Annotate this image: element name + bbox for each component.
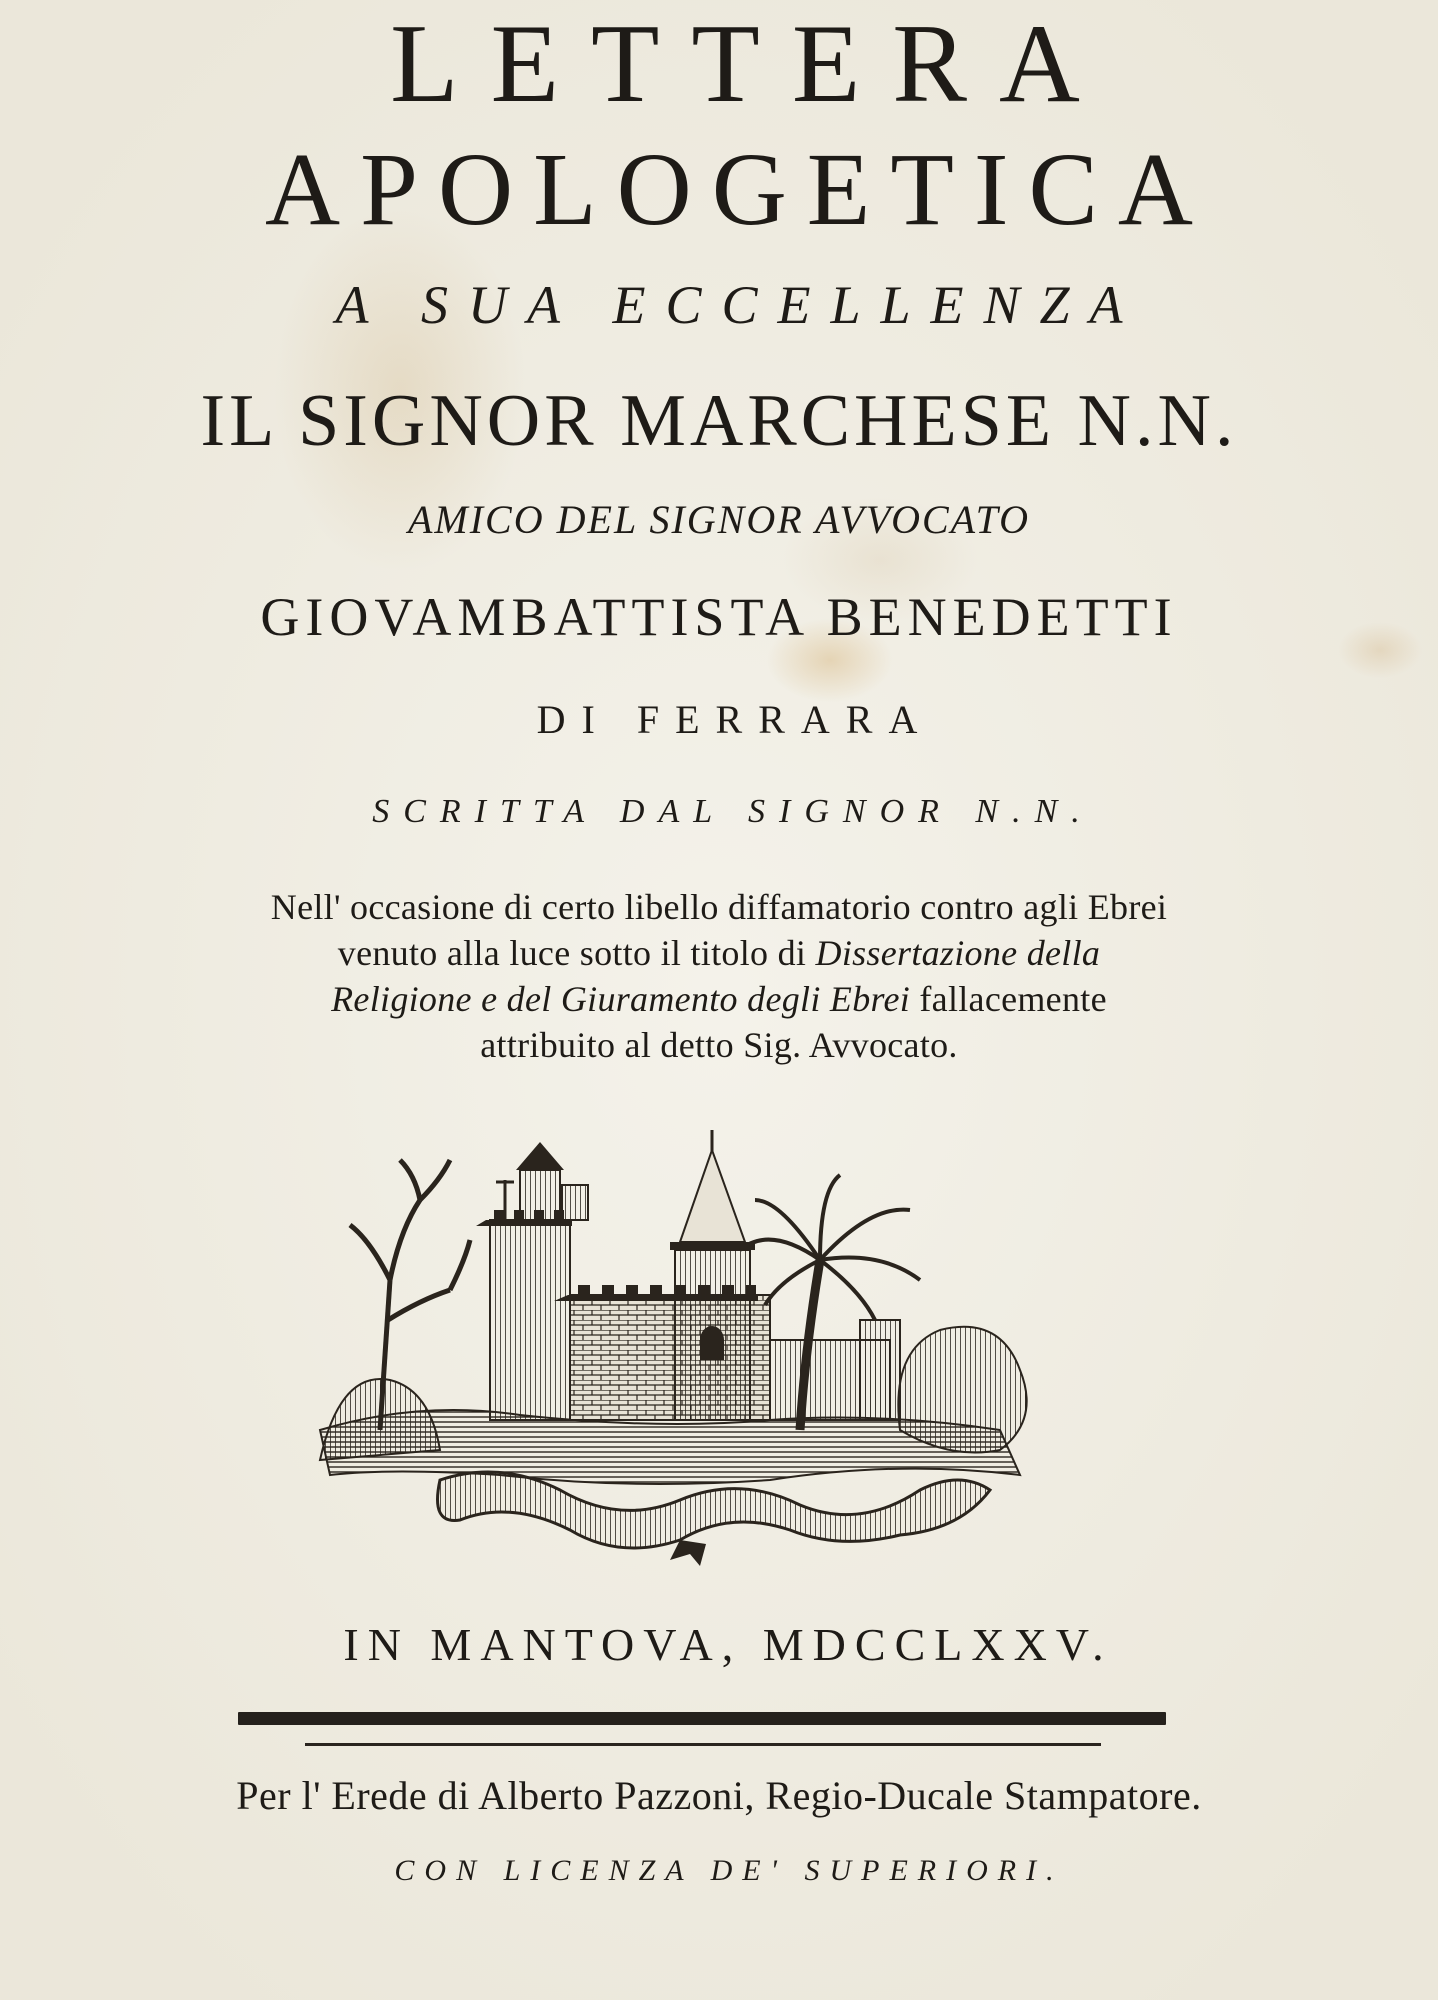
title-line-lettera: LETTERA — [390, 2, 1112, 126]
place-date-line: IN MANTOVA, MDCCLXXV. — [343, 1619, 1113, 1670]
lawyer-name-line: GIOVAMBATTISTA BENEDETTI — [260, 587, 1178, 647]
description-line-2-roman: venuto alla luce sotto il titolo di — [337, 933, 816, 973]
relation-line: AMICO DEL SIGNOR AVVOCATO — [407, 497, 1030, 542]
description-line-2 — [0, 930, 1438, 976]
castle-woodcut-vignette — [300, 1130, 1060, 1570]
printer-line: Per l' Erede di Alberto Pazzoni, Regio-Ducale Stampatore. — [236, 1773, 1202, 1818]
description-line-4: attribuito al detto Sig. Avvocato. — [480, 1025, 958, 1065]
author-line: SCRITTA DAL SIGNOR N.N. — [372, 793, 1094, 830]
description-line-1: Nell' occasione di certo libello diffamatorio contro agli Ebrei — [270, 887, 1168, 927]
city-line: DI FERRARA — [536, 697, 934, 742]
description-line-3-roman: fallacemente — [910, 979, 1107, 1019]
description-line-3-italic: Religione e del Giuramento degli Ebrei — [331, 979, 911, 1019]
title-line-apologetica: APOLOGETICA — [265, 132, 1213, 247]
thick-rule-divider — [238, 1712, 1166, 1725]
addressee-line: IL SIGNOR MARCHESE N.N. — [200, 380, 1238, 462]
thin-rule-divider — [305, 1743, 1101, 1746]
description-line-3 — [0, 976, 1438, 1022]
dedication-line: A SUA ECCELLENZA — [335, 275, 1143, 335]
license-line: CON LICENZA DE' SUPERIORI. — [394, 1854, 1064, 1887]
description-line-2-italic: Dissertazione della — [815, 933, 1101, 973]
